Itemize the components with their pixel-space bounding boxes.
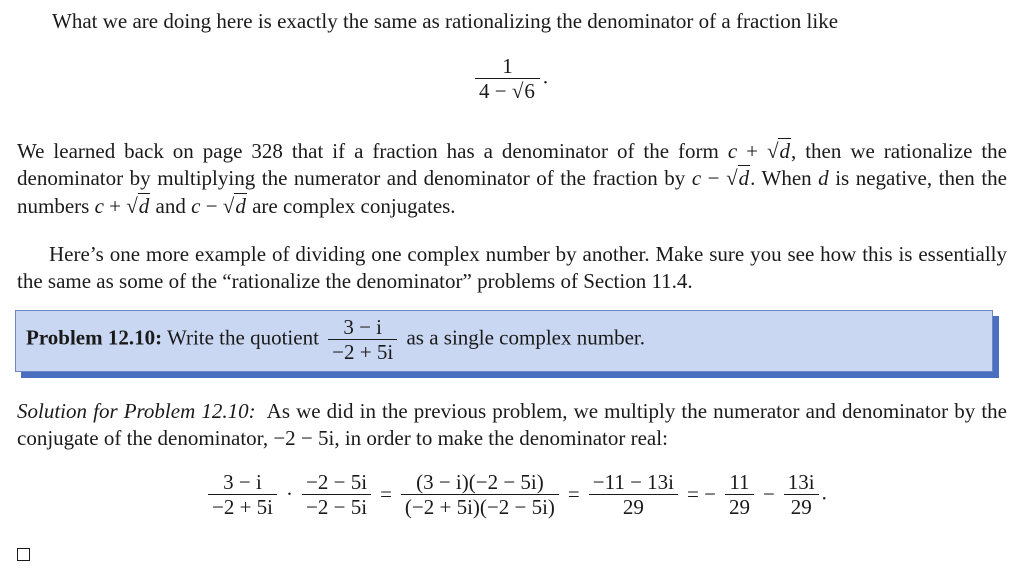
eq-fraction-4: $\frac{-11 - 13i}{29}$ bbox=[589, 470, 678, 519]
sqrt-symbol: √6 bbox=[511, 79, 535, 104]
conjugate-paragraph: We learned back on page 328 that if a fraction has a denominator of the form c + √d, then we rationalize the denominator by multiplying the numerator and denominator of the fraction by c − √d. When d is negative, then the numbers c + √d and c − √d are complex conjugates. bbox=[17, 139, 1008, 218]
problem-statement: Problem 12.10: Write the quotient $\frac{3 - i}{-2 + 5i}$ as a single complex number. bbox=[26, 315, 645, 365]
eq-fraction-3: $\frac{(3 - i)(-2 - 5i)}{(-2 + 5i)(-2 - 5i)}$ bbox=[401, 470, 559, 519]
eq-fraction-2: $\frac{-2 - 5i}{-2 - 5i}$ bbox=[302, 470, 371, 519]
intro-paragraph: What we are doing here is exactly the same as rationalizing the denominator of a fraction like bbox=[52, 9, 839, 33]
eq-fraction-1: $\frac{3 - i}{-2 + 5i}$ bbox=[208, 470, 277, 519]
example-fraction: $\frac{1}{4 - √6}$ . bbox=[472, 54, 548, 103]
qed-square-icon bbox=[17, 548, 30, 561]
fraction-numerator: 1 bbox=[475, 54, 540, 79]
example-paragraph: Here’s one more example of dividing one complex number by another. Make sure you see how this is essentially the same as some of the “rationalize the denominator” problems of Section 11.4. bbox=[17, 242, 1007, 294]
solution-label: Solution for Problem 12.10: bbox=[17, 399, 256, 423]
eq-fraction-6: $\frac{13i}{29}$ bbox=[784, 470, 819, 519]
solution-equation: $\frac{3 - i}{-2 + 5i}$ · $\frac{-2 - 5i}{-2 - 5i}$ = $\frac{(3 - i)(-2 - 5i)}{(-2 + 5i)(-2 - 5i)}$ = $\frac{-11 - 13i}{29}$ = − $\frac{11}{29}$ − $\frac{13i}{29}$ . bbox=[205, 470, 827, 519]
problem-box bbox=[15, 310, 993, 372]
problem-label: Problem 12.10: bbox=[26, 325, 163, 350]
fraction-denominator: 4 − √6 bbox=[479, 79, 535, 104]
problem-fraction: $\frac{3 - i}{-2 + 5i}$ bbox=[328, 315, 397, 364]
eq-fraction-5: $\frac{11}{29}$ bbox=[725, 470, 754, 519]
solution-paragraph: Solution for Problem 12.10: As we did in the previous problem, we multiply the numerator and denominator by the conjugate of the denominator, −2 − 5i, in order to make the denominator real: bbox=[17, 399, 1007, 451]
